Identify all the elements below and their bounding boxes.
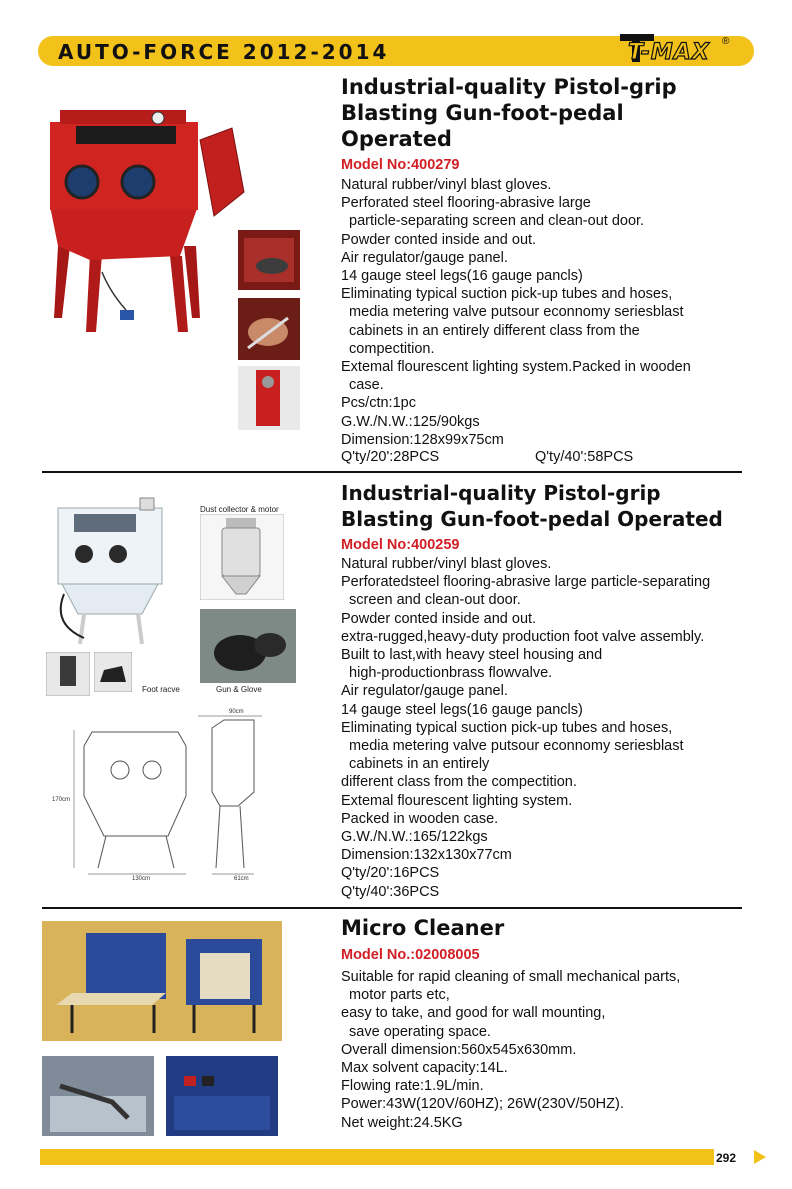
dimension-width: 130cm bbox=[132, 876, 151, 882]
caption-foot-pedal: Foot racve bbox=[142, 685, 180, 694]
white-blast-cabinet-photo bbox=[44, 494, 180, 648]
dimension-height: 170cm bbox=[52, 797, 71, 803]
section-divider-2 bbox=[42, 907, 742, 909]
section-3-title: Micro Cleaner bbox=[341, 916, 505, 940]
dimension-depth: 61cm bbox=[234, 876, 249, 882]
footer-band bbox=[40, 1149, 714, 1165]
thumbnail-interior-blasting bbox=[238, 298, 300, 360]
gun-and-glove-photo bbox=[200, 609, 296, 683]
qty-20-ft: Q'ty/20':28PCS bbox=[341, 449, 440, 465]
brand-logo bbox=[614, 28, 730, 68]
section-1-specs: Natural rubber/vinyl blast gloves. Perforated steel flooring-abrasive large particle-separating screen and clean-out door. Powder conted inside and out. Air regulator/gauge panel. 14 gauge steel legs(16 gauge pancls) Eliminating typical suction pick-up tubes and hoses, media metering valve putsour econnomy seriesblast cabinets in an entirely different class from the compectition. Extemal flourescent lighting system.Packed in wooden case. Pcs/ctn:1pc G.W./N.W.:125/90kgs Dimension:128x99x75cm bbox=[341, 177, 691, 448]
micro-cleaner-photo bbox=[42, 921, 282, 1041]
foot-pedal-photo bbox=[94, 652, 132, 692]
thumbnail-side-door bbox=[238, 366, 300, 430]
section-2-model: Model No:400259 bbox=[341, 537, 460, 553]
section-2-specs: Natural rubber/vinyl blast gloves. Perforatedsteel flooring-abrasive large particle-separating screen and clean-out door. Powder conted inside and out. extra-rugged,heavy-duty production foot valve assembly. Built to last,with heavy steel housing and high-productionbrass flowvalve. Air regulator/gauge panel. 14 gauge steel legs(16 gauge pancls) Eliminating typical suction pick-up tubes and hoses, media metering valve putsour econnomy seriesblast cabinets in an entirely different class from the compectition. Extemal flourescent lighting system. Packed in wooden case. G.W./N.W.:165/122kgs Dimension:132x130x77cm Q'ty/20':16PCS Q'ty/40':36PCS bbox=[341, 556, 711, 900]
section-divider-1 bbox=[42, 471, 742, 473]
section-3-specs: Suitable for rapid cleaning of small mechanical parts, motor parts etc, easy to take, and good for wall mounting, save operating space. Overall dimension:560x545x630mm. Max solvent capacity:14L. Flowing rate:1.9L/min. Power:43W(120V/60HZ); 26W(230V/50HZ). Net weight:24.5KG bbox=[341, 969, 681, 1131]
regulator-photo bbox=[46, 652, 90, 696]
page-number: 292 bbox=[716, 1151, 737, 1165]
section-1-model: Model No:400279 bbox=[341, 157, 460, 173]
logo-registered-mark: ® bbox=[722, 36, 730, 47]
thumbnail-gloves-in-use bbox=[238, 230, 300, 290]
qty-40-ft: Q'ty/40':58PCS bbox=[535, 449, 634, 465]
catalog-title: AUTO-FORCE 2012-2014 bbox=[58, 40, 390, 64]
technical-drawing bbox=[48, 706, 278, 884]
section-3-model: Model No.:02008005 bbox=[341, 947, 480, 963]
caption-gun-and-glove: Gun & Glove bbox=[216, 685, 262, 694]
logo-text: T-MAX bbox=[628, 40, 710, 65]
caption-dust-collector: Dust collector & motor bbox=[200, 505, 279, 514]
dust-collector-photo bbox=[200, 514, 284, 600]
next-page-arrow-icon bbox=[752, 1149, 768, 1165]
control-panel-closeup-photo bbox=[166, 1056, 278, 1136]
section-2-title: Industrial-quality Pistol-grip Blasting Gun-foot-pedal Operated bbox=[341, 481, 723, 531]
section-1-title: Industrial-quality Pistol-grip Blasting Gun-foot-pedal Operated bbox=[341, 75, 677, 151]
dimension-top: 90cm bbox=[229, 709, 244, 715]
red-blast-cabinet-photo bbox=[36, 96, 266, 341]
spray-gun-closeup-photo bbox=[42, 1056, 154, 1136]
